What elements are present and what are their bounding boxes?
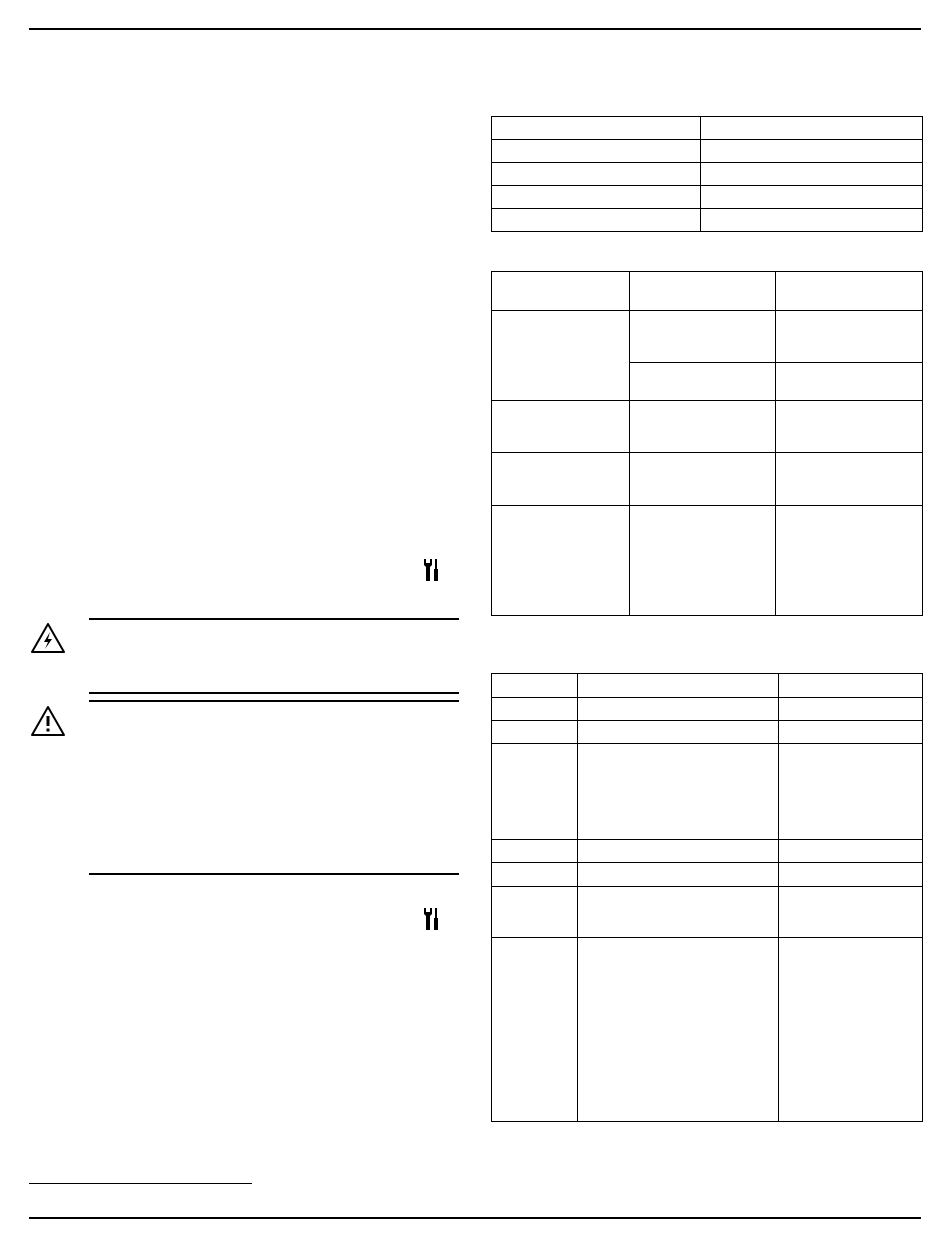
danger-notice-bottom-rule [89,692,459,694]
table-cell [776,272,923,311]
table-cell [578,840,779,863]
electric-hazard-icon [30,622,66,654]
table-cell [779,938,923,1122]
table-cell [630,453,776,506]
table-cell [492,401,630,453]
table-cell [492,840,578,863]
table-cell [578,744,779,840]
table-cell [630,272,776,311]
table-row [492,698,923,721]
table-cell [492,863,578,887]
table-cell [492,140,701,163]
table-row [492,117,923,140]
footnote-rule [29,1183,252,1184]
table-cell [630,506,776,616]
table-cell [779,674,923,698]
table-row [492,209,923,232]
table-cell [779,863,923,887]
caution-notice-bottom-rule [89,873,459,875]
table-cell [779,744,923,840]
tools-icon [421,906,441,932]
table-cell [630,363,776,401]
danger-notice-top-rule [89,618,459,620]
table-cell [492,674,578,698]
table-cell [492,506,630,616]
table-cell [578,863,779,887]
table-cell [701,117,923,140]
table-cell [630,401,776,453]
table-cell [492,938,578,1122]
table-2 [491,271,923,616]
table-cell [492,721,578,744]
table-cell [776,506,923,616]
table-1 [491,116,923,232]
table-cell [701,209,923,232]
table-cell [779,721,923,744]
table-row [492,311,923,363]
table-row [492,453,923,506]
table-cell [492,117,701,140]
warning-icon [30,705,66,737]
tools-icon [421,557,441,583]
table-cell [578,721,779,744]
table-cell [779,698,923,721]
table-cell [492,311,630,401]
table-row [492,744,923,840]
table-cell [578,887,779,938]
table-row [492,186,923,209]
table-cell [779,840,923,863]
table-row [492,401,923,453]
table-cell [492,887,578,938]
table-row [492,272,923,311]
table-row [492,163,923,186]
table-cell [630,311,776,363]
table-cell [578,938,779,1122]
table-cell [776,311,923,363]
table-row [492,863,923,887]
table-row [492,674,923,698]
table-cell [779,887,923,938]
table-cell [701,163,923,186]
table-cell [776,453,923,506]
table-cell [578,674,779,698]
table-cell [492,453,630,506]
table-row [492,140,923,163]
table-cell [776,401,923,453]
table-cell [776,363,923,401]
table-cell [492,744,578,840]
table-row [492,887,923,938]
table-cell [492,186,701,209]
table-3 [491,673,923,1122]
footer-rule [29,1217,921,1219]
table-cell [701,186,923,209]
table-cell [701,140,923,163]
table-cell [492,698,578,721]
table-cell [492,272,630,311]
table-row [492,840,923,863]
table-cell [578,698,779,721]
table-row [492,721,923,744]
caution-notice-top-rule [89,700,459,702]
table-cell [492,163,701,186]
table-row [492,938,923,1122]
table-row [492,506,923,616]
header-rule [29,28,921,30]
table-cell [492,209,701,232]
